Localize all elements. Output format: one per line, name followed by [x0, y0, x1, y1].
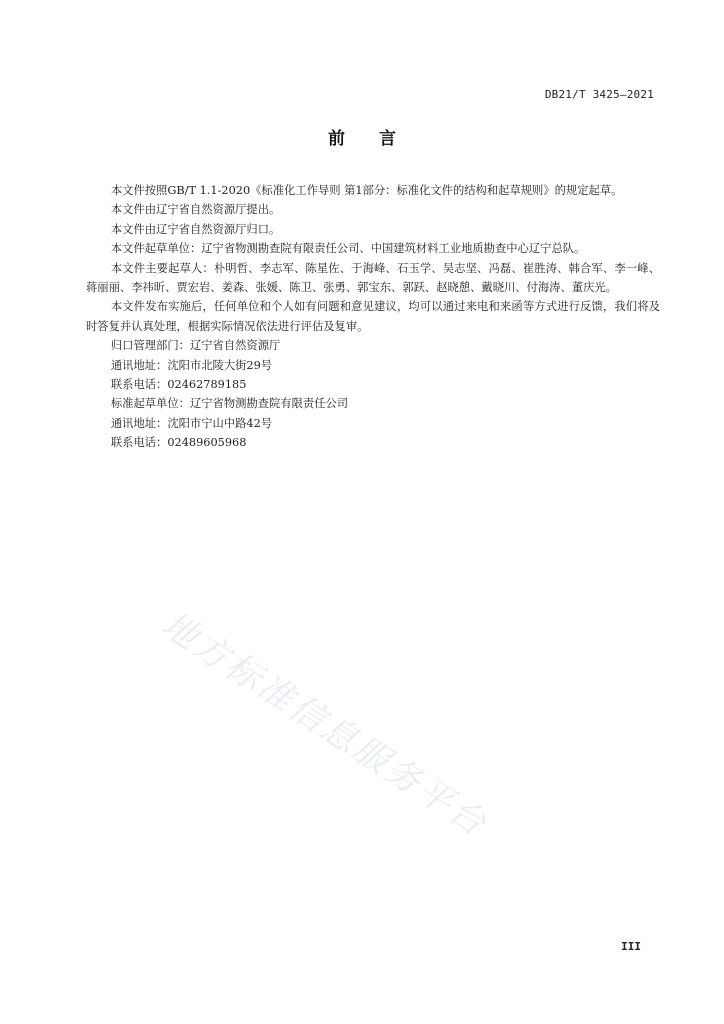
foreword-body [86, 181, 660, 453]
admin-department: 归口管理部门：辽宁省自然资源厅 [110, 339, 281, 353]
paragraph-drafters: 本文件主要起草人：朴明哲、李志军、陈星佐、于海峰、石玉学、吴志坚、冯磊、崔胜涛、韩合军、李一峰、蒋丽丽、李祎昕、贾宏岩、姜森、张媛、陈卫、张勇、郭宝东、郭跃、赵晓憩、戴晓川、付海涛、董庆光。 [86, 261, 660, 295]
drafting-unit: 标准起草单位：辽宁省物测勘查院有限责任公司 [110, 397, 349, 411]
standard-code: DB21/T 3425—2021 [544, 88, 654, 101]
paragraph-drafting-units: 本文件起草单位：辽宁省物测勘查院有限责任公司、中国建筑材料工业地质勘查中心辽宁总队。 [110, 242, 586, 256]
paragraph-proposer: 本文件由辽宁省自然资源厅提出。 [110, 203, 281, 217]
page-title [0, 124, 724, 149]
page-title-char-1: 前 [328, 129, 345, 149]
paragraph-administrator: 本文件由辽宁省自然资源厅归口。 [110, 222, 281, 236]
page-number: III [621, 940, 641, 953]
paragraph-drafting-rules: 本文件按照GB/T 1.1-2020《标准化工作导则 第1部分：标准化文件的结构和起草规则》的规定起草。 [110, 184, 623, 197]
drafting-unit-address: 通讯地址：沈阳市宁山中路42号 [110, 416, 273, 430]
drafting-unit-phone: 联系电话：02489605968 [110, 436, 247, 450]
page-title-char-2: 言 [379, 129, 396, 149]
watermark: 地方标准信息服务平台 [153, 604, 495, 846]
admin-phone: 联系电话：02462789185 [110, 378, 247, 392]
admin-address: 通讯地址：沈阳市北陵大街29号 [110, 358, 273, 372]
paragraph-feedback: 本文件发布实施后，任何单位和个人如有问题和意见建议，均可以通过来电和来函等方式进行反馈，我们将及时答复并认真处理，根据实际情况依法进行评估及复审。 [86, 300, 660, 333]
